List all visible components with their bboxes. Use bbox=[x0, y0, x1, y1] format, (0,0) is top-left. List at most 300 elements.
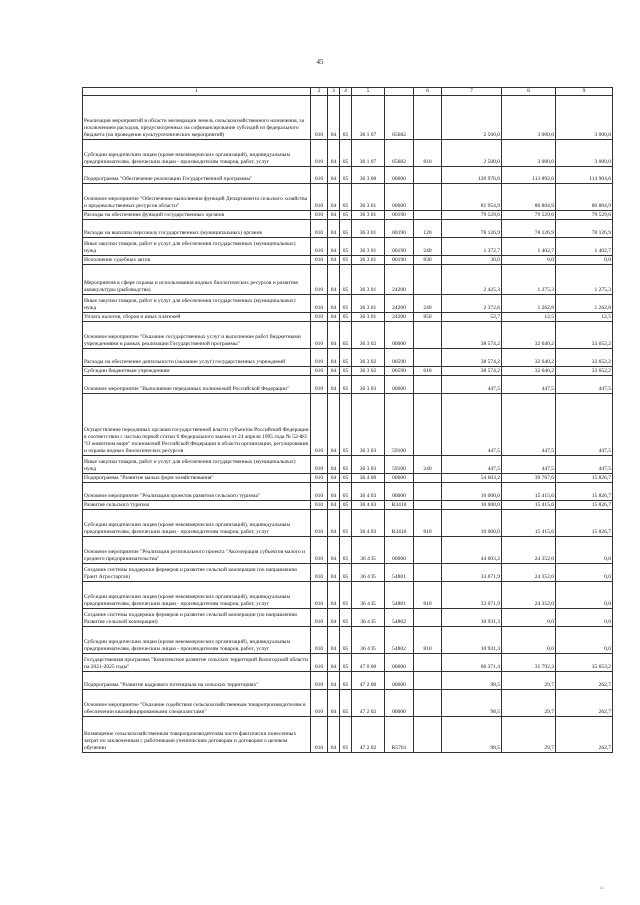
col-amount-2021: 98,5 bbox=[442, 717, 502, 753]
row-name: Основное мероприятие "Обеспечение выполнения функций Департамента сельского хозяйства и продовольственных ресурсов области" bbox=[83, 184, 311, 211]
col-target-program: 36 3 02 bbox=[352, 322, 385, 349]
col-section: 04 bbox=[328, 456, 340, 474]
col-target-code: 00000 bbox=[385, 322, 414, 349]
col-amount-2021: 10 931,3 bbox=[442, 627, 502, 654]
col-amount-2023: 1 402,7 bbox=[556, 238, 613, 256]
col-subsection: 05 bbox=[340, 690, 352, 717]
col-subsection: 05 bbox=[340, 717, 352, 753]
col-ministry: 010 bbox=[311, 394, 328, 456]
col-target-code: R3410 bbox=[385, 510, 414, 537]
row-name: Субсидии юридическим лицам (кроме некоммерческих организаций), индивидуальным предпринимателям, физическим лицам - производителям товаров, работ, услуг bbox=[83, 627, 311, 654]
col-amount-2023: 15 826,7 bbox=[556, 483, 613, 501]
col-amount-2021: 44 603,2 bbox=[442, 537, 502, 564]
col-amount-2022: 29,7 bbox=[502, 672, 556, 690]
table-row bbox=[83, 184, 613, 211]
col-amount-2022: 1 262,8 bbox=[502, 295, 556, 313]
col-target-code: 00190 bbox=[385, 211, 414, 220]
col-target-code: 24200 bbox=[385, 265, 414, 295]
table-row bbox=[83, 717, 613, 753]
col-target-program: 36 3 01 bbox=[352, 313, 385, 322]
col-amount-2023: 15 826,7 bbox=[556, 510, 613, 537]
table-row bbox=[83, 474, 613, 483]
col-expense-type bbox=[414, 483, 442, 501]
col-target-program: 36 4 03 bbox=[352, 510, 385, 537]
col-amount-2022: 15 415,6 bbox=[502, 483, 556, 501]
col-ministry: 010 bbox=[311, 140, 328, 167]
col-amount-2023: 35 653,2 bbox=[556, 654, 613, 672]
col-amount-2022: 0,0 bbox=[502, 609, 556, 627]
col-target-code: 00190 bbox=[385, 256, 414, 265]
col-ministry: 010 bbox=[311, 474, 328, 483]
col-amount-2021: 2 425,3 bbox=[442, 265, 502, 295]
budget-table bbox=[82, 87, 613, 753]
col-target-program: 47 2 02 bbox=[352, 690, 385, 717]
col-amount-2023: 15 826,7 bbox=[556, 501, 613, 510]
col-target-code: 00000 bbox=[385, 690, 414, 717]
col-expense-type bbox=[414, 654, 442, 672]
col-amount-2022: 1 275,3 bbox=[502, 265, 556, 295]
col-subsection: 05 bbox=[340, 322, 352, 349]
column-header: 3 bbox=[328, 88, 340, 96]
column-header: 1 bbox=[83, 88, 311, 96]
col-ministry: 010 bbox=[311, 501, 328, 510]
row-name: Мероприятия в сфере охраны и использования водных биологических ресурсов и развития аквакультуры (рыбоводства) bbox=[83, 265, 311, 295]
col-amount-2022: 15 415,6 bbox=[502, 501, 556, 510]
col-subsection: 05 bbox=[340, 654, 352, 672]
col-subsection: 05 bbox=[340, 474, 352, 483]
col-ministry: 010 bbox=[311, 582, 328, 609]
col-amount-2021: 2 500,0 bbox=[442, 96, 502, 140]
col-subsection: 05 bbox=[340, 376, 352, 394]
table-row bbox=[83, 211, 613, 220]
col-amount-2022: 29,7 bbox=[502, 690, 556, 717]
table-row bbox=[83, 537, 613, 564]
col-subsection: 05 bbox=[340, 256, 352, 265]
col-target-code: 54801 bbox=[385, 564, 414, 582]
row-name: Расходы на выплаты персоналу государственных (муниципальных) органов bbox=[83, 220, 311, 238]
col-target-program: 36 4 I5 bbox=[352, 564, 385, 582]
col-ministry: 010 bbox=[311, 627, 328, 654]
col-expense-type bbox=[414, 717, 442, 753]
col-subsection: 05 bbox=[340, 456, 352, 474]
row-name: Иные закупки товаров, работ и услуг для обеспечения государственных (муниципальных) нужд bbox=[83, 238, 311, 256]
col-ministry: 010 bbox=[311, 654, 328, 672]
col-amount-2023: 0,0 bbox=[556, 627, 613, 654]
col-subsection: 05 bbox=[340, 483, 352, 501]
col-section: 04 bbox=[328, 295, 340, 313]
table-row bbox=[83, 367, 613, 376]
col-target-program: 47 2 02 bbox=[352, 717, 385, 753]
col-section: 04 bbox=[328, 394, 340, 456]
col-ministry: 010 bbox=[311, 483, 328, 501]
table-row bbox=[83, 456, 613, 474]
col-subsection: 05 bbox=[340, 501, 352, 510]
row-name: Подпрограмма "Развитие малых форм хозяйствования" bbox=[83, 474, 311, 483]
col-amount-2021: 79 529,6 bbox=[442, 211, 502, 220]
col-amount-2022: 12,5 bbox=[502, 313, 556, 322]
table-row bbox=[83, 609, 613, 627]
col-amount-2023: 0,0 bbox=[556, 537, 613, 564]
col-target-program: 36 3 01 bbox=[352, 295, 385, 313]
row-name: Государственная программа "Комплексное развитие сельских территорий Вологодской области на 2021-2025 годы" bbox=[83, 654, 311, 672]
col-section: 04 bbox=[328, 483, 340, 501]
row-name: Субсидии бюджетным учреждениям bbox=[83, 367, 311, 376]
col-amount-2021: 33 671,9 bbox=[442, 582, 502, 609]
col-ministry: 010 bbox=[311, 349, 328, 367]
col-ministry: 010 bbox=[311, 184, 328, 211]
table-row bbox=[83, 256, 613, 265]
col-amount-2023: 78 126,9 bbox=[556, 220, 613, 238]
col-amount-2021: 98,5 bbox=[442, 672, 502, 690]
col-section: 04 bbox=[328, 265, 340, 295]
table-row bbox=[83, 96, 613, 140]
col-expense-type: 810 bbox=[414, 140, 442, 167]
table-row bbox=[83, 690, 613, 717]
col-target-program: 36 3 02 bbox=[352, 367, 385, 376]
col-amount-2023: 0,0 bbox=[556, 582, 613, 609]
col-subsection: 05 bbox=[340, 609, 352, 627]
col-ministry: 010 bbox=[311, 256, 328, 265]
col-subsection: 05 bbox=[340, 140, 352, 167]
col-target-code: 00590 bbox=[385, 367, 414, 376]
table-row bbox=[83, 564, 613, 582]
col-target-program: 36 3 03 bbox=[352, 456, 385, 474]
col-section: 04 bbox=[328, 501, 340, 510]
col-subsection: 05 bbox=[340, 238, 352, 256]
col-amount-2023: 0,0 bbox=[556, 256, 613, 265]
col-amount-2022: 31 792,3 bbox=[502, 654, 556, 672]
col-amount-2021: 447,5 bbox=[442, 456, 502, 474]
col-amount-2021: 30,0 bbox=[442, 256, 502, 265]
table-row bbox=[83, 654, 613, 672]
col-target-code: 00590 bbox=[385, 349, 414, 367]
col-section: 04 bbox=[328, 256, 340, 265]
column-header: 4 bbox=[340, 88, 352, 96]
col-section: 04 bbox=[328, 717, 340, 753]
column-header: 9 bbox=[556, 88, 613, 96]
col-ministry: 010 bbox=[311, 367, 328, 376]
col-expense-type bbox=[414, 96, 442, 140]
table-row bbox=[83, 265, 613, 295]
col-amount-2023: 1 275,3 bbox=[556, 265, 613, 295]
col-section: 04 bbox=[328, 167, 340, 184]
col-section: 04 bbox=[328, 211, 340, 220]
col-target-program: 36 1 07 bbox=[352, 140, 385, 167]
col-expense-type bbox=[414, 376, 442, 394]
col-section: 04 bbox=[328, 96, 340, 140]
col-target-program: 36 4 00 bbox=[352, 474, 385, 483]
table-row bbox=[83, 322, 613, 349]
table-row bbox=[83, 582, 613, 609]
row-name: Иные закупки товаров, работ и услуг для обеспечения государственных (муниципальных) нужд bbox=[83, 456, 311, 474]
col-amount-2022: 80 804,9 bbox=[502, 184, 556, 211]
col-amount-2023: 79 529,6 bbox=[556, 211, 613, 220]
table-row bbox=[83, 238, 613, 256]
col-ministry: 010 bbox=[311, 295, 328, 313]
col-ministry: 010 bbox=[311, 690, 328, 717]
table-row bbox=[83, 510, 613, 537]
col-amount-2022: 24 352,0 bbox=[502, 564, 556, 582]
col-target-program: 36 4 I5 bbox=[352, 609, 385, 627]
col-amount-2021: 447,5 bbox=[442, 376, 502, 394]
col-amount-2021: 33 671,9 bbox=[442, 564, 502, 582]
col-ministry: 010 bbox=[311, 220, 328, 238]
column-header: 8 bbox=[502, 88, 556, 96]
col-amount-2022: 447,5 bbox=[502, 456, 556, 474]
col-subsection: 05 bbox=[340, 367, 352, 376]
col-amount-2023: 80 804,9 bbox=[556, 184, 613, 211]
col-subsection: 05 bbox=[340, 394, 352, 456]
column-header: 2 bbox=[311, 88, 328, 96]
col-target-program: 47 2 00 bbox=[352, 672, 385, 690]
row-name: Субсидии юридическим лицам (кроме некоммерческих организаций), индивидуальным предпринимателям, физическим лицам - производителям товаров, работ, услуг bbox=[83, 510, 311, 537]
col-amount-2023: 262,7 bbox=[556, 690, 613, 717]
col-subsection: 05 bbox=[340, 537, 352, 564]
col-amount-2023: 33 652,2 bbox=[556, 349, 613, 367]
col-amount-2022: 79 529,6 bbox=[502, 211, 556, 220]
table-row bbox=[83, 313, 613, 322]
col-amount-2021: 10 000,0 bbox=[442, 501, 502, 510]
col-amount-2022: 78 126,9 bbox=[502, 220, 556, 238]
row-name: Субсидии юридическим лицам (кроме некоммерческих организаций), индивидуальным предпринимателям, физическим лицам - производителям товаров, работ, услуг bbox=[83, 140, 311, 167]
row-name: Основное мероприятие "Выполнение переданных полномочий Российской Федерации" bbox=[83, 376, 311, 394]
col-expense-type: 850 bbox=[414, 313, 442, 322]
col-expense-type bbox=[414, 265, 442, 295]
col-expense-type bbox=[414, 672, 442, 690]
col-amount-2022: 32 640,2 bbox=[502, 322, 556, 349]
col-target-program: 36 3 03 bbox=[352, 394, 385, 456]
col-target-program: 36 3 01 bbox=[352, 256, 385, 265]
col-section: 04 bbox=[328, 627, 340, 654]
col-expense-type bbox=[414, 349, 442, 367]
col-subsection: 05 bbox=[340, 295, 352, 313]
col-target-code: 24200 bbox=[385, 313, 414, 322]
col-expense-type bbox=[414, 211, 442, 220]
col-amount-2023: 447,5 bbox=[556, 456, 613, 474]
row-name: Исполнение судебных актов bbox=[83, 256, 311, 265]
col-section: 04 bbox=[328, 322, 340, 349]
col-target-code: 00000 bbox=[385, 184, 414, 211]
col-target-program: 36 3 01 bbox=[352, 211, 385, 220]
col-amount-2021: 38 574,2 bbox=[442, 322, 502, 349]
col-amount-2022: 0,0 bbox=[502, 627, 556, 654]
col-expense-type bbox=[414, 690, 442, 717]
col-subsection: 05 bbox=[340, 510, 352, 537]
col-amount-2022: 447,5 bbox=[502, 376, 556, 394]
col-expense-type: 240 bbox=[414, 456, 442, 474]
col-expense-type bbox=[414, 501, 442, 510]
col-target-program: 36 3 03 bbox=[352, 376, 385, 394]
table-row bbox=[83, 376, 613, 394]
table-row bbox=[83, 501, 613, 510]
table-row bbox=[83, 167, 613, 184]
table-row bbox=[83, 349, 613, 367]
table-row bbox=[83, 672, 613, 690]
col-amount-2023: 447,5 bbox=[556, 376, 613, 394]
col-target-code: 59100 bbox=[385, 456, 414, 474]
col-ministry: 010 bbox=[311, 609, 328, 627]
col-target-code: 00000 bbox=[385, 672, 414, 690]
column-header: 7 bbox=[442, 88, 502, 96]
col-subsection: 05 bbox=[340, 211, 352, 220]
col-ministry: 010 bbox=[311, 717, 328, 753]
col-expense-type: 240 bbox=[414, 295, 442, 313]
col-target-program: 36 4 03 bbox=[352, 501, 385, 510]
col-ministry: 010 bbox=[311, 376, 328, 394]
col-target-program: 36 1 07 bbox=[352, 96, 385, 140]
col-amount-2021: 10 000,0 bbox=[442, 483, 502, 501]
column-header bbox=[385, 88, 414, 96]
col-target-program: 36 3 01 bbox=[352, 184, 385, 211]
col-expense-type bbox=[414, 474, 442, 483]
col-amount-2023: 3 000,0 bbox=[556, 140, 613, 167]
col-amount-2022: 113 892,6 bbox=[502, 167, 556, 184]
col-section: 04 bbox=[328, 367, 340, 376]
col-amount-2023: 0,0 bbox=[556, 564, 613, 582]
col-section: 04 bbox=[328, 313, 340, 322]
page-number: 45 bbox=[316, 58, 324, 66]
col-amount-2021: 2 372,6 bbox=[442, 295, 502, 313]
col-amount-2023: 262,7 bbox=[556, 717, 613, 753]
col-amount-2023: 3 000,0 bbox=[556, 96, 613, 140]
table-row bbox=[83, 295, 613, 313]
col-ministry: 010 bbox=[311, 313, 328, 322]
col-ministry: 010 bbox=[311, 672, 328, 690]
col-amount-2022: 15 415,6 bbox=[502, 510, 556, 537]
row-name: Основное мероприятие "Оказание содействия сельскохозяйственным товаропроизводителям в обеспечении квалифицированными специалистами" bbox=[83, 690, 311, 717]
table-row bbox=[83, 220, 613, 238]
col-expense-type: 120 bbox=[414, 220, 442, 238]
row-name: Иные закупки товаров, работ и услуг для обеспечения государственных (муниципальных) нужд bbox=[83, 295, 311, 313]
col-target-program: 36 3 02 bbox=[352, 349, 385, 367]
row-name: Развитие сельского туризма bbox=[83, 501, 311, 510]
scan-mark: ııı bbox=[599, 886, 604, 891]
col-target-program: 47 0 00 bbox=[352, 654, 385, 672]
col-expense-type bbox=[414, 322, 442, 349]
col-section: 04 bbox=[328, 564, 340, 582]
row-name: Осуществление переданных органам государственной власти субъектов Российской Федерации в соответствии с частью первой статьи 6 Федерального закона от 24 апреля 1995 года № 52-ФЗ "О животном мире" полномочий Российской Федерации в области организации, регулирования и охраны водных биологических ресурсов bbox=[83, 394, 311, 456]
col-amount-2021: 10 931,3 bbox=[442, 609, 502, 627]
col-subsection: 05 bbox=[340, 220, 352, 238]
col-target-program: 36 3 01 bbox=[352, 238, 385, 256]
col-section: 04 bbox=[328, 690, 340, 717]
row-name: Расходы на обеспечение функций государственных органов bbox=[83, 211, 311, 220]
col-subsection: 05 bbox=[340, 672, 352, 690]
col-target-code: 00000 bbox=[385, 654, 414, 672]
col-expense-type: 830 bbox=[414, 256, 442, 265]
col-amount-2022: 39 767,6 bbox=[502, 474, 556, 483]
col-target-code: 54801 bbox=[385, 582, 414, 609]
table-row bbox=[83, 483, 613, 501]
col-amount-2022: 32 640,2 bbox=[502, 349, 556, 367]
col-ministry: 010 bbox=[311, 167, 328, 184]
table-body bbox=[83, 96, 613, 753]
col-subsection: 05 bbox=[340, 96, 352, 140]
col-target-code: 00000 bbox=[385, 167, 414, 184]
col-ministry: 010 bbox=[311, 211, 328, 220]
col-ministry: 010 bbox=[311, 265, 328, 295]
col-target-code: 00000 bbox=[385, 376, 414, 394]
col-target-code: 59100 bbox=[385, 394, 414, 456]
col-amount-2021: 2 500,0 bbox=[442, 140, 502, 167]
row-name: Возмещение сельскохозяйственным товаропроизводителям части фактически понесенных затрат по заключенным с работниками ученическим договорам и договорам о целевом обучении bbox=[83, 717, 311, 753]
col-expense-type bbox=[414, 609, 442, 627]
col-subsection: 05 bbox=[340, 564, 352, 582]
row-name: Основное мероприятие "Реализация регионального проекта "Акселерация субъектов малого и среднего предпринимательства" bbox=[83, 537, 311, 564]
row-name: Уплата налогов, сборов и иных платежей bbox=[83, 313, 311, 322]
col-section: 04 bbox=[328, 184, 340, 211]
col-section: 04 bbox=[328, 376, 340, 394]
col-ministry: 010 bbox=[311, 238, 328, 256]
col-ministry: 010 bbox=[311, 537, 328, 564]
col-subsection: 05 bbox=[340, 184, 352, 211]
col-ministry: 010 bbox=[311, 510, 328, 537]
col-amount-2021: 78 126,9 bbox=[442, 220, 502, 238]
col-subsection: 05 bbox=[340, 582, 352, 609]
col-section: 04 bbox=[328, 537, 340, 564]
col-amount-2022: 447,5 bbox=[502, 394, 556, 456]
col-amount-2023: 0,0 bbox=[556, 609, 613, 627]
row-name: Основное мероприятие "Реализация проектов развития сельского туризма" bbox=[83, 483, 311, 501]
col-amount-2022: 29,7 bbox=[502, 717, 556, 753]
col-amount-2023: 15 826,7 bbox=[556, 474, 613, 483]
col-amount-2021: 447,5 bbox=[442, 394, 502, 456]
col-expense-type: 810 bbox=[414, 582, 442, 609]
col-amount-2021: 10 000,0 bbox=[442, 510, 502, 537]
col-ministry: 010 bbox=[311, 564, 328, 582]
row-name: Создание системы поддержки фермеров и развитие сельской кооперации (по направлению Грант Агростартап) bbox=[83, 564, 311, 582]
col-amount-2022: 32 640,2 bbox=[502, 367, 556, 376]
column-header: 5 bbox=[352, 88, 385, 96]
col-section: 04 bbox=[328, 140, 340, 167]
col-expense-type bbox=[414, 394, 442, 456]
col-target-code: 54802 bbox=[385, 627, 414, 654]
col-target-code: 00190 bbox=[385, 220, 414, 238]
col-amount-2023: 12,5 bbox=[556, 313, 613, 322]
col-amount-2023: 1 262,8 bbox=[556, 295, 613, 313]
col-target-code: 00000 bbox=[385, 474, 414, 483]
row-name: Подпрограмма "Обеспечение реализации Государственной программы" bbox=[83, 167, 311, 184]
table-row bbox=[83, 394, 613, 456]
col-target-code: 00000 bbox=[385, 483, 414, 501]
col-amount-2023: 447,5 bbox=[556, 394, 613, 456]
col-subsection: 05 bbox=[340, 313, 352, 322]
col-target-program: 36 4 I5 bbox=[352, 627, 385, 654]
col-amount-2021: 120 976,6 bbox=[442, 167, 502, 184]
col-expense-type: 810 bbox=[414, 510, 442, 537]
col-amount-2021: 54 603,2 bbox=[442, 474, 502, 483]
row-name: Субсидии юридическим лицам (кроме некоммерческих организаций), индивидуальным предпринимателям, физическим лицам - производителям товаров, работ, услуг bbox=[83, 582, 311, 609]
col-amount-2021: 38 574,2 bbox=[442, 349, 502, 367]
col-section: 04 bbox=[328, 672, 340, 690]
table-row bbox=[83, 140, 613, 167]
col-target-code: 54802 bbox=[385, 609, 414, 627]
col-ministry: 010 bbox=[311, 456, 328, 474]
col-section: 04 bbox=[328, 510, 340, 537]
row-name: Расходы на обеспечение деятельности (оказание услуг) государственных учреждений bbox=[83, 349, 311, 367]
col-expense-type: 240 bbox=[414, 238, 442, 256]
table-header-row bbox=[83, 88, 613, 96]
column-header: 6 bbox=[414, 88, 442, 96]
col-target-program: 36 3 00 bbox=[352, 167, 385, 184]
col-amount-2023: 262,7 bbox=[556, 672, 613, 690]
col-ministry: 010 bbox=[311, 322, 328, 349]
col-amount-2021: 52,7 bbox=[442, 313, 502, 322]
col-target-code: 00190 bbox=[385, 238, 414, 256]
col-subsection: 05 bbox=[340, 627, 352, 654]
col-section: 04 bbox=[328, 349, 340, 367]
col-amount-2022: 3 000,0 bbox=[502, 96, 556, 140]
